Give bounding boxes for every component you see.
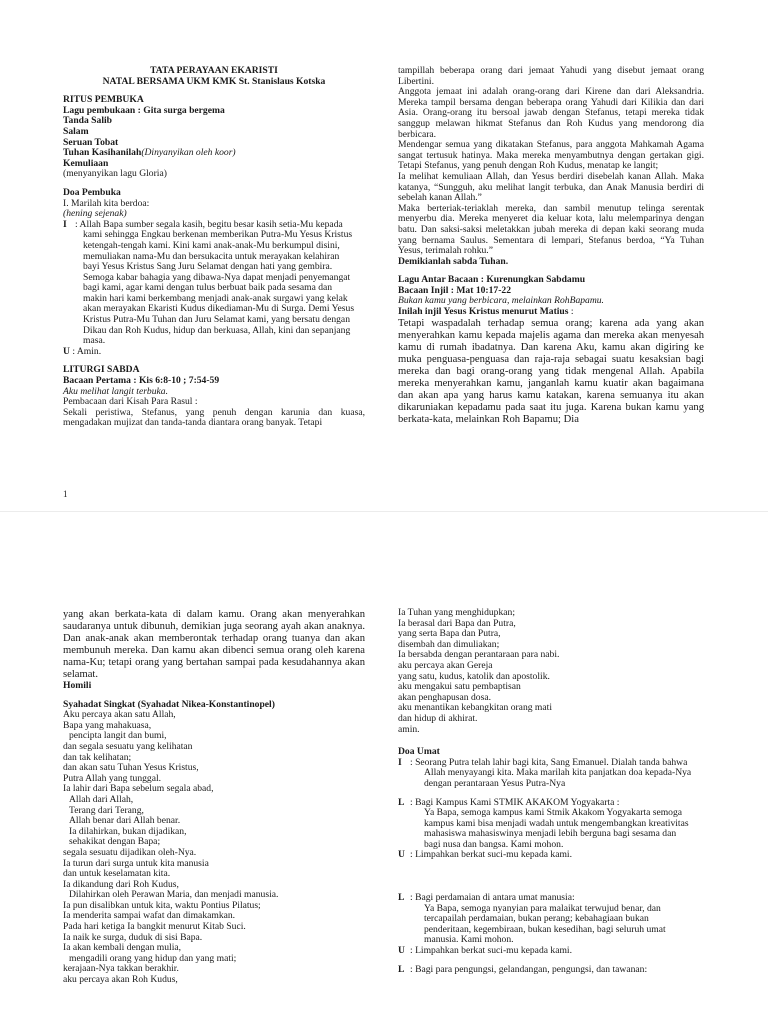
gospel-intro: Inilah injil Yesus Kristus menurut Matius : <box>398 306 574 318</box>
intention-3: L : Bagi para pengungsi, gelandangan, pengungsi, dan tawanan: <box>398 963 648 975</box>
doc-title-line2: NATAL BERSAMA UKM KMK St. Stanislaus Kotska <box>102 75 326 87</box>
creed-line: dan tak kelihatan; <box>63 751 132 763</box>
creed-line: aku menantikan kebangkitan orang mati <box>398 702 552 714</box>
page2-left-column <box>63 609 365 986</box>
creed-line: Ia bersabda dengan perantaraan para nabi. <box>398 649 560 661</box>
lagu-pembukaan: Lagu pembukaan : Gita surga bergema <box>63 104 225 116</box>
hening-note: (hening sejenak) <box>63 208 127 220</box>
creed-line: aku percaya akan Gereja <box>398 659 493 671</box>
intention-2: L : Bagi perdamaian di antara umat manusia: Ya Bapa, semoga nyanyian para malaikat terwujud benar, dan tercapailah perdamaian, bukan perang; kebahagiaan bukan penderitaan, kegembiraan, bukan kesedihan, bagi seluruh umat manusia. Kami mohon. <box>398 892 666 946</box>
intention-1: L : Bagi Kampus Kami STMIK AKAKOM Yogyakarta : Ya Bapa, semoga kampus kami Stmik Akakom Yogyakarta semoga kampus kami bisa menjadi wadah untuk mengembangkan kreativitas mahasiswa mahasiswinya menjadi lebih berguna bagi sesama dan bagi nusa dan bangsa. Kami mohon. <box>398 796 689 850</box>
marilah-berdoa: I. Marilah kita berdoa: <box>63 197 150 209</box>
reading-cont-5: Maka berteriak-teriaklah mereka, dan sambil menutup telinga serentak menyerbu dia. Mereka menyeret dia keluar kota, lalu melemparinya dengan batu. Dan saksi-saksi meletakkan jubah mereka di depan kaki seorang muda yang bernama Saulus. Sementara di lempari, Stefanus berdoa, “Ya Tuhan Yesus, terimalah rohku.” <box>398 202 704 257</box>
creed-line: Ia lahir dari Bapa sebelum segala abad, <box>63 783 214 795</box>
creed-line: Ia turun dari surga untuk kita manusia <box>63 857 209 869</box>
creed-line: Ia Tuhan yang menghidupkan; <box>398 607 515 618</box>
creed-line: Putra Allah yang tunggal. <box>63 772 162 784</box>
creed-line: Aku percaya akan satu Allah, <box>63 709 176 721</box>
tanda-salib: Tanda Salib <box>63 115 112 127</box>
reading-text: Sekali peristiwa, Stefanus, yang penuh dengan karunia dan kuasa, mengadakan mujizat dan tanda-tanda diantara orang banyak. Tetapi <box>63 406 365 429</box>
doa-umat-intro: I : Seorang Putra telah lahir bagi kita, Sang Emanuel. Dialah tanda bahwa Allah menyayangi kita. Maka marilah kita panjatkan doa kepada-Nya dengan perantaraan Yesus Putra-Nya <box>398 756 692 789</box>
ritus-heading: RITUS PEMBUKA <box>63 94 144 106</box>
creed-line: Terang dari Terang, <box>69 804 144 816</box>
creed-line: amin. <box>398 723 420 735</box>
creed-line: sehakikat dengan Bapa; <box>69 836 161 848</box>
page1-left-column <box>63 66 365 429</box>
creed-line: Ia berasal dari Bapa dan Putra, <box>398 617 516 629</box>
reading-cont-2: Anggota jemaat ini adalah orang-orang dari Kirene dan dari Aleksandria. Mereka tampil bersama dengan beberapa orang Yahudi dari Kilikia dan dari Asia. Orang-orang itu bersoal jawab dengan Stefanus, tetapi mereka tidak sanggup melawan hikmat Stefanus dan Roh Kudus yang mendorong dia berbicara. <box>398 86 704 140</box>
creed-line: Pada hari ketiga Ia bangkit menurut Kitab Suci. <box>63 921 246 933</box>
amin-response: U : Amin. <box>63 345 102 357</box>
creed-line: pencipta langit dan bumi, <box>69 730 167 742</box>
bacaan-injil: Bacaan Injil : Mat 10:17-22 <box>398 284 511 296</box>
creed-line: disembah dan dimuliakan; <box>398 638 500 650</box>
demikianlah: Demikianlah sabda Tuhan. <box>398 255 509 267</box>
creed-line: Dilahirkan oleh Perawan Maria, dan menjadi manusia. <box>69 889 279 901</box>
creed-line: dan akan satu Tuhan Yesus Kristus, <box>63 762 199 774</box>
creed-line: Ia dilahirkan, bukan dijadikan, <box>69 825 187 837</box>
gospel-cont-text: yang akan berkata-kata di dalam kamu. Orang akan menyerahkan saudaranya untuk dibunuh, demikian juga seorang ayah akan anaknya. Dan anak-anak akan memberontak terhadap orang tuanya dan akan membunuh mereka. Dan kamu akan dibenci semua orang oleh karena nama-Ku; tetapi orang yang bertahan sampai pada kesudahannya akan selamat. <box>63 609 365 680</box>
creed-line: yang serta Bapa dan Putra, <box>398 628 501 640</box>
gospel-subtitle: Bukan kamu yang berbicara, melainkan RohBapamu. <box>398 295 604 307</box>
document-page-2 <box>0 512 768 1024</box>
creed-line: yang satu, kudus, katolik dan apostolik. <box>398 670 550 682</box>
tuhan-kasihanilah: Tuhan Kasihanilah(Dinyanyikan oleh koor) <box>63 147 236 159</box>
creed-line: Allah benar dari Allah benar. <box>69 815 181 827</box>
creed-line: Allah dari Allah, <box>69 793 134 805</box>
reading-subtitle: Aku melihat langit terbuka. <box>63 385 168 397</box>
creed-line: dan segala sesuatu yang kelihatan <box>63 740 193 752</box>
page2-right-column <box>398 608 704 975</box>
creed-line: Ia akan kembali dengan mulia, <box>63 942 182 954</box>
creed-line: Ia pun disalibkan untuk kita, waktu Pontius Pilatus; <box>63 899 261 911</box>
reading-cont-4: Ia melihat kemuliaan Allah, dan Yesus berdiri disebelah kanan Allah. Maka katanya, “Sungguh, aku melihat langit terbuka, dan Anak Manusia berdiri di sebelah kanan Allah.” <box>398 170 704 204</box>
reading-source: Pembacaan dari Kisah Para Rasul : <box>63 396 198 408</box>
creed-line: akan penghapusan dosa. <box>398 691 491 703</box>
creed-line: dan untuk keselamatan kita. <box>63 868 171 880</box>
homili-heading: Homili <box>63 680 92 691</box>
kemuliaan-note: (menyanyikan lagu Gloria) <box>63 168 167 180</box>
creed-list <box>63 710 365 985</box>
page1-right-column <box>398 66 704 426</box>
bacaan-pertama: Bacaan Pertama : Kis 6:8-10 ; 7:54-59 <box>63 375 220 387</box>
page-number: 1 <box>63 489 68 499</box>
creed-line: Ia menderita sampai wafat dan dimakamkan. <box>63 910 236 922</box>
creed-line: dan hidup di akhirat. <box>398 712 478 724</box>
creed-line: mengadili orang yang hidup dan yang mati; <box>69 952 237 964</box>
doa-pembuka-heading: Doa Pembuka <box>63 186 121 198</box>
gospel-text: Tetapi waspadalah terhadap semua orang; karena ada yang akan menyerahkan kamu kepada majelis agama dan mereka akan menyesah kamu di rumah ibadatnya. Dan karena Aku, kamu akan digiring ke muka penguasa-penguasa dan raja-raja sebagai suatu kesaksian bagi mereka dan bagi orang-orang yang tidak mengenal Allah. Apabila mereka menyerahkan kamu, janganlah kamu kuatir akan bagaimana dan akan apa yang harus kamu katakan, karena semuanya itu akan dikaruniakan kepadamu pada saat itu juga. Karena bukan kamu yang berkata-kata, melainkan Roh Bapamu; Dia <box>398 317 704 425</box>
salam: Salam <box>63 125 89 137</box>
creed-line: aku mengakui satu pembaptisan <box>398 681 521 693</box>
seruan-tobat: Seruan Tobat <box>63 136 119 148</box>
doa-umat-heading: Doa Umat <box>398 746 440 758</box>
lagu-antar-bacaan: Lagu Antar Bacaan : Kurenungkan Sabdamu <box>398 274 586 286</box>
reading-cont-3: Mendengar semua yang dikatakan Stefanus, para anggota Mahkamah Agama sangat tertusuk hatinya. Maka mereka menyambutnya dengan gertakan gigi. Tetapi Stefanus, yang penuh dengan Roh Kudus, menatap ke langit; <box>398 139 704 172</box>
syahadat-heading: Syahadat Singkat (Syahadat Nikea-Konstantinopel) <box>63 698 275 710</box>
creed-line: kerajaan-Nya takkan berakhir. <box>63 963 179 975</box>
creed-continuation <box>398 608 704 735</box>
creed-line: Ia dikandung dari Roh Kudus, <box>63 878 179 890</box>
response-2: U : Limpahkan berkat suci-mu kepada kami. <box>398 945 572 957</box>
doa-pembuka-prayer: I : Allah Bapa sumber segala kasih, begitu besar kasih setia-Mu kepada kami sehingga Engkau berkenan memberikan Putra-Mu Yesus Kristus ketengah-tengah kami. Kini kami anak-anak-Mu berkumpul disini, memuliakan nama-Mu dan bersukacita untuk merayakan kelahiran bayi Yesus Kristus Sang Juru Selamat dengan hati yang gembira. Semoga kabar bahagia yang dibawa-Nya dapat menjadi penyemangat bagi kami, agar kami dengan tulus berbuat baik pada sesama dan makin hari kami berkembang menjadi anak-anak surgawi yang kelak akan merayakan Ekaristi Kudus dikediaman-Mu di Surga. Demi Yesus Kristus Putra-Mu Tuhan dan Juru Selamat kami, yang bersatu dengan Dikau dan Roh Kudus, hidup dan berkuasa, Allah, kini dan sepanjang masa. <box>63 218 355 347</box>
doc-title-line1: TATA PERAYAAN EKARISTI <box>150 65 278 76</box>
liturgi-heading: LITURGI SABDA <box>63 364 140 376</box>
creed-line: Bapa yang mahakuasa, <box>63 719 152 731</box>
reading-cont-1: tampillah beberapa orang dari jemaat Yahudi yang disebut jemaat orang Libertini. <box>398 65 704 87</box>
creed-line: aku percaya akan Roh Kudus, <box>63 974 178 986</box>
creed-line: segala sesuatu dijadikan oleh-Nya. <box>63 846 197 858</box>
response-1: U : Limpahkan berkat suci-mu kepada kami. <box>398 849 572 861</box>
creed-line: Ia naik ke surga, duduk di sisi Bapa. <box>63 931 203 943</box>
kemuliaan: Kemuliaan <box>63 157 109 169</box>
